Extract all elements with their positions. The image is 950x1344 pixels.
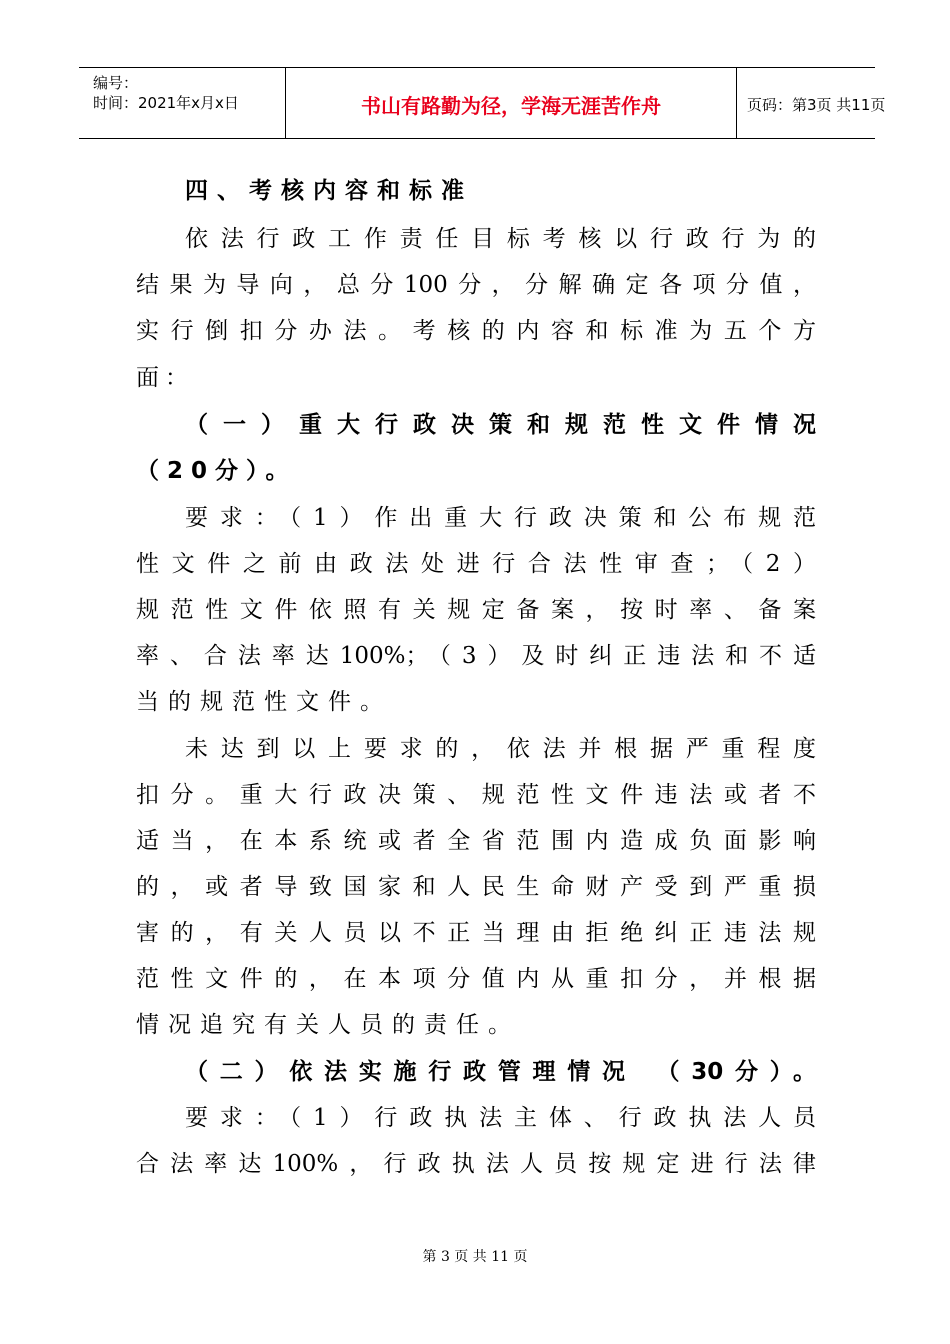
header-meta-cell <box>79 68 285 138</box>
paragraph-line: 率、合法率达100%；（3）及时纠正违法和不适 <box>136 643 816 669</box>
paragraph-line: 情况追究有关人员的责任。 <box>136 1012 520 1038</box>
paragraph-line: 规范性文件依照有关规定备案，按时率、备案 <box>136 597 816 623</box>
paragraph-line: 实行倒扣分办法。考核的内容和标准为五个方 <box>136 318 816 344</box>
header-motto-cell <box>285 68 737 138</box>
header-motto: 书山有路勤为径，学海无涯苦作舟 <box>361 94 661 118</box>
paragraph-line: 要求：（1）行政执法主体、行政执法人员 <box>185 1105 816 1131</box>
header-page-number: 页码：第3页 共11页 <box>747 96 886 114</box>
paragraph-line: 范性文件的，在本项分值内从重扣分，并根据 <box>136 966 816 992</box>
header-page-cell <box>737 68 886 138</box>
paragraph-line: 要求：（1）作出重大行政决策和公布规范 <box>185 505 816 531</box>
section-heading: 四、考核内容和标准 <box>185 178 473 204</box>
document-header <box>79 67 886 139</box>
paragraph-line: 扣分。重大行政决策、规范性文件违法或者不 <box>136 782 816 808</box>
paragraph-line: 的，或者导致国家和人民生命财产受到严重损 <box>136 874 816 900</box>
document-date-label: 时间：2021年x月x日 <box>93 94 239 112</box>
paragraph-line: 当的规范性文件。 <box>136 689 392 715</box>
subsection-heading: （二）依法实施行政管理情况 （30分）。 <box>185 1059 816 1085</box>
subsection-heading-cont: （20分）。 <box>136 458 297 484</box>
document-number-label: 编号： <box>93 74 139 92</box>
paragraph-line: 依法行政工作责任目标考核以行政行为的 <box>185 226 816 252</box>
paragraph-line: 未达到以上要求的，依法并根据严重程度 <box>185 736 816 762</box>
paragraph-line: 性文件之前由政法处进行合法性审查；（2） <box>136 551 816 577</box>
paragraph-line: 害的，有关人员以不正当理由拒绝纠正违法规 <box>136 920 816 946</box>
paragraph-line: 面： <box>136 365 194 391</box>
subsection-heading: （一）重大行政决策和规范性文件情况 <box>185 412 816 438</box>
paragraph-line: 结果为导向，总分100分，分解确定各项分值， <box>136 272 816 298</box>
paragraph-line: 适当，在本系统或者全省范围内造成负面影响 <box>136 828 816 854</box>
page-footer: 第 3 页 共 11 页 <box>422 1249 528 1265</box>
paragraph-line: 合法率达100%，行政执法人员按规定进行法律 <box>136 1151 816 1177</box>
